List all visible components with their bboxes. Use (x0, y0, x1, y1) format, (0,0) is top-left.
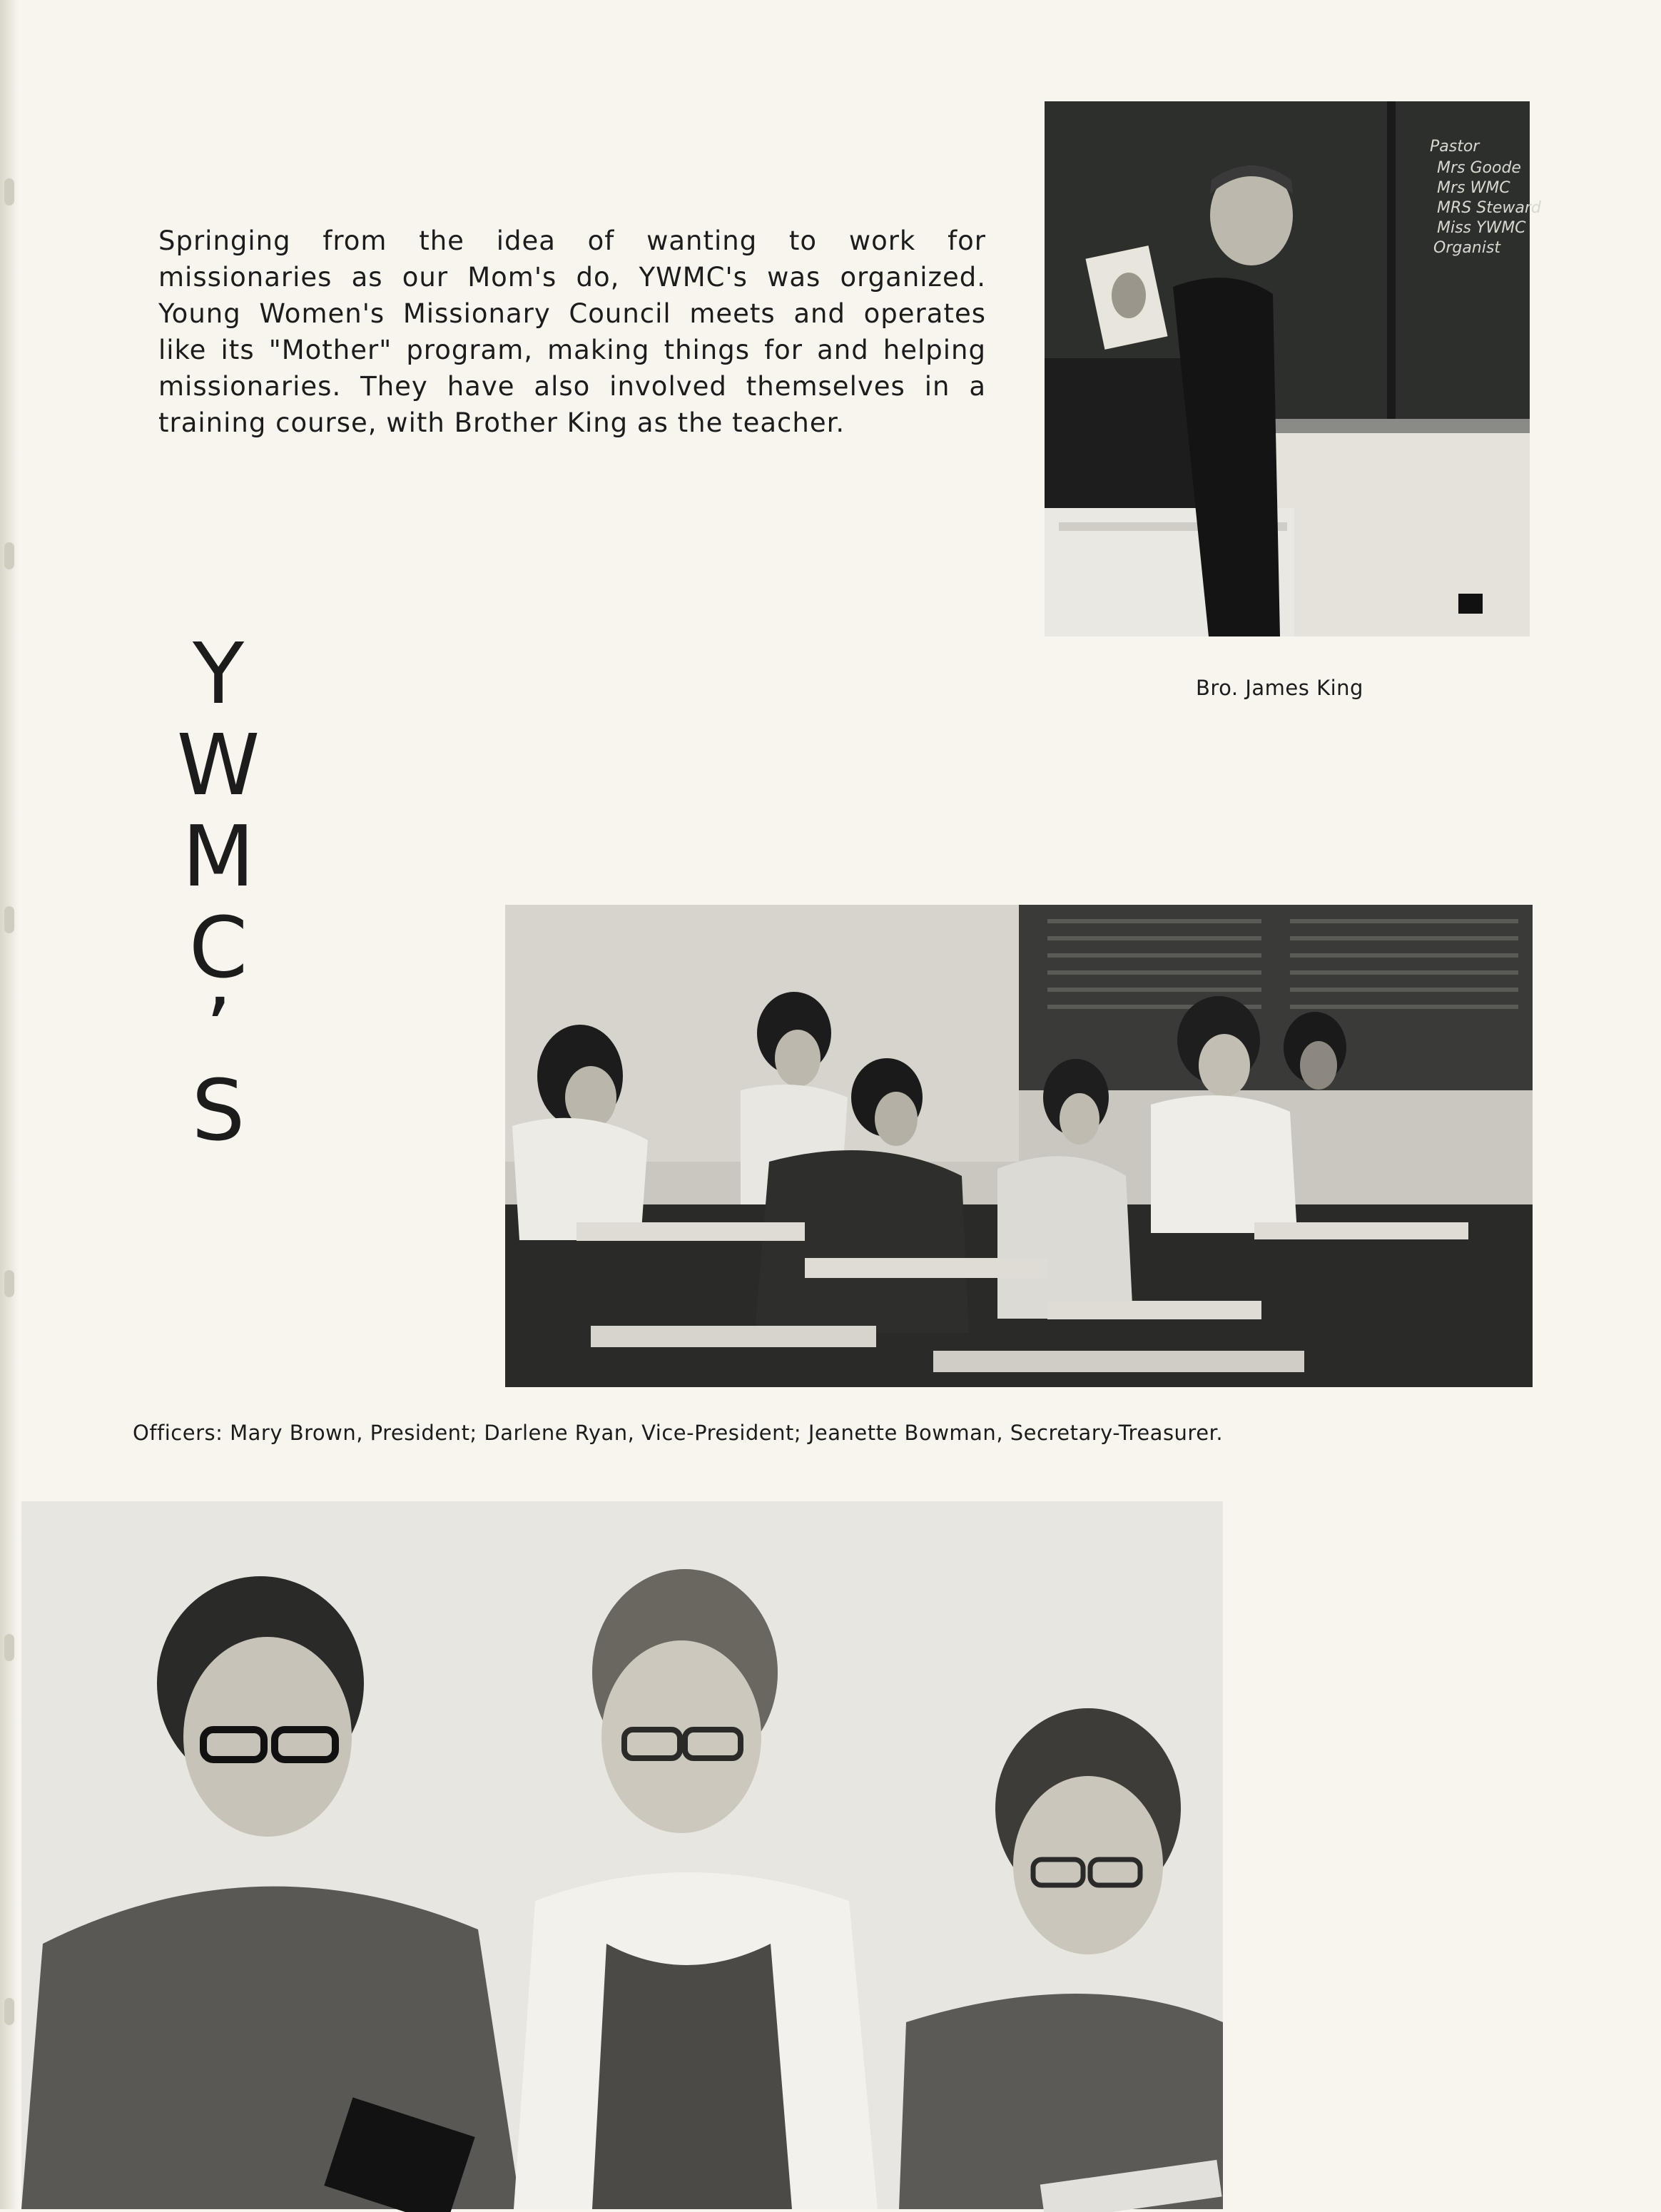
page-binding-edge (0, 0, 19, 2209)
binding-hole (4, 1998, 14, 2025)
officers-photo (21, 1501, 1223, 2209)
officers-caption: Officers: Mary Brown, President; Darlene Ryan, Vice-President; Jeanette Bowman, Secretary-Treasurer. (133, 1421, 1224, 1445)
binding-hole (4, 1270, 14, 1297)
chalkboard-line: Miss YWMC (1437, 219, 1526, 237)
officers-photo-image (21, 1501, 1223, 2209)
title-letter: W (176, 716, 260, 814)
binding-hole (4, 906, 14, 933)
title-letter: Y (192, 624, 245, 723)
chalkboard-line: MRS Steward (1437, 199, 1541, 217)
chalkboard-line: Pastor (1430, 138, 1480, 156)
teacher-photo (1045, 101, 1541, 636)
binding-hole (4, 178, 14, 206)
teacher-caption: Bro. James King (1196, 676, 1363, 700)
classroom-photo (505, 905, 1533, 1387)
title-letter: ’ (205, 980, 232, 1078)
chalkboard-line: Mrs Goode (1437, 159, 1521, 177)
teacher-photo-image (1045, 101, 1541, 636)
chalkboard-line: Mrs WMC (1437, 179, 1510, 197)
title-letter: M (182, 807, 255, 905)
binding-hole (4, 542, 14, 569)
page-title-vertical (168, 624, 268, 1160)
title-letter: C (188, 898, 248, 997)
intro-paragraph: Springing from the idea of wanting to work for missionaries as our Mom's do, YWMC's was organized. Young Women's Missionary Council meets and operates like its "Mother" program, making things for and helping missionaries. They have also involved themselves in a training course, with Brother King as the teacher. (158, 225, 986, 438)
chalkboard-line: Organist (1433, 239, 1500, 257)
binding-hole (4, 1634, 14, 1661)
title-letter: S (191, 1061, 245, 1160)
classroom-photo-image (505, 905, 1533, 1387)
